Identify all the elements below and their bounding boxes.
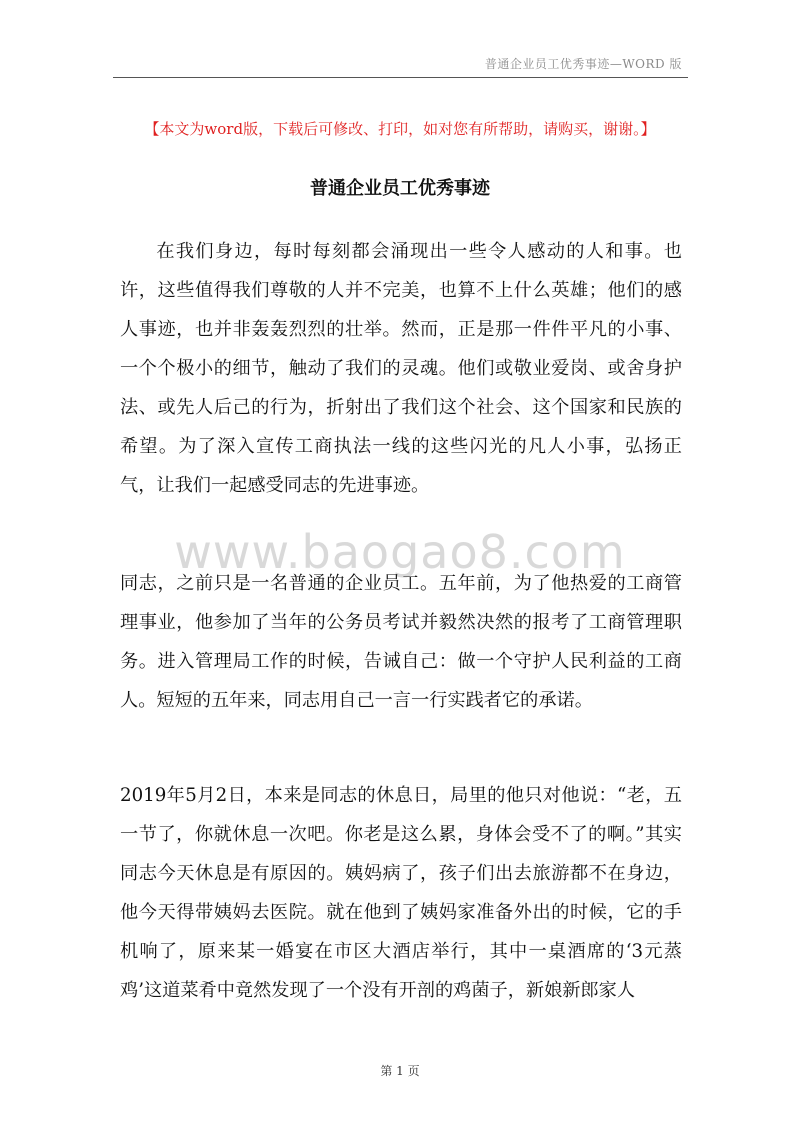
document-title: 普通企业员工优秀事迹: [310, 178, 490, 199]
paragraph-2: 同志，之前只是一名普通的企业员工。五年前，为了他热爱的工商管理事业，他参加了当年的公务员考试并毅然决然的报考了工商管理职务。进入管理局工作的时候，告诫自己：做一个守护人民利益的工商人。短短的五年来，同志用自己一言一行实践者它的承诺。: [120, 573, 682, 711]
paragraph-1: 在我们身边，每时每刻都会涌现出一些令人感动的人和事。也许，这些值得我们尊敬的人并不完美，也算不上什么英雄；他们的感人事迹，也并非轰轰烈烈的壮举。然而，正是那一件件平凡的小事、一个个极小的细节，触动了我们的灵魂。他们或敬业爱岗、或舍身护法、或先人后己的行为，折射出了我们这个社会、这个国家和民族的希望。为了深入宣传工商执法一线的这些闪光的凡人小事，弘扬正气，让我们一起感受同志的先进事迹。: [120, 241, 682, 496]
purchase-notice: 【本文为word版，下载后可修改、打印，如对您有所帮助，请购买，谢谢。】: [144, 120, 656, 138]
paragraph-3: 2019年5月2日，本来是同志的休息日，局里的他只对他说：“老，五一节了，你就休息一次吧。你老是这么累，身体会受不了的啊。”其实同志今天休息是有原因的。姨妈病了，孩子们出去旅游都不在身边，他今天得带姨妈去医院。就在他到了姨妈家准备外出的时候，它的手机响了，原来某一婚宴在市区大酒店举行，其中一桌酒席的‘3元蒸鸡’这道菜肴中竟然发现了一个没有开剖的鸡菌子，新娘新郎家人: [120, 785, 682, 1001]
running-header: 普通企业员工优秀事迹—WORD 版: [484, 57, 682, 71]
watermark: www.baogao8.com: [174, 525, 626, 579]
page-number: 第 1 页: [380, 1064, 420, 1078]
header-divider: [113, 77, 688, 78]
